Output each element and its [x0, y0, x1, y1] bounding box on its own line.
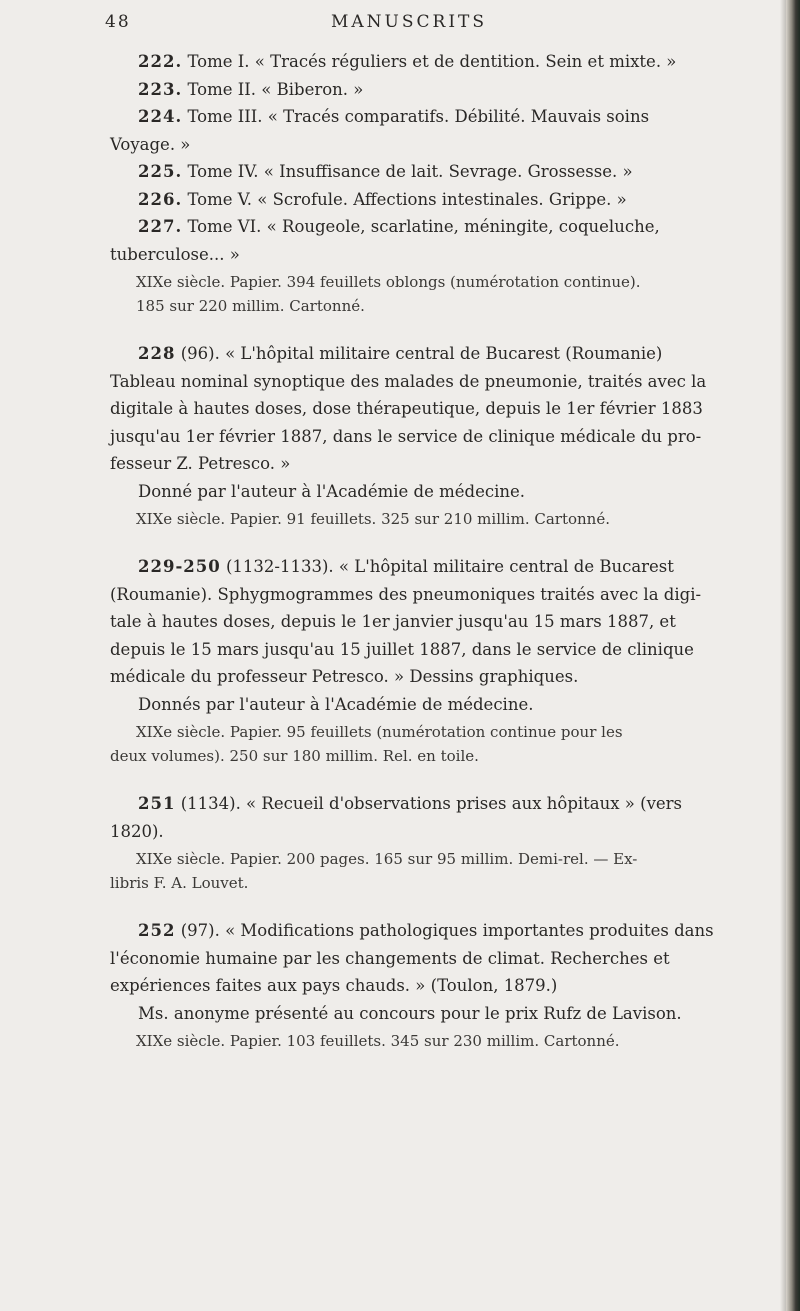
entry-251-description-cont: libris F. A. Louvet. [110, 874, 249, 892]
entry-229-line5: médicale du professeur Petresco. » Dessins graphiques. [110, 667, 579, 686]
book-spine-edge [786, 0, 800, 1311]
entry-252: 252 (97). « Modifications pathologiques importantes produites dans [138, 921, 714, 940]
entry-227: 227. Tome VI. « Rougeole, scarlatine, méningite, coqueluche, [138, 217, 660, 236]
entry-229-line4: depuis le 15 mars jusqu'au 15 juillet 1887, dans le service de clinique [110, 639, 694, 659]
entry-251-line2: 1820). [110, 821, 164, 841]
entry-225: 225. Tome IV. « Insuffisance de lait. Sevrage. Grossesse. » [138, 162, 633, 181]
entry-228-line5: fesseur Z. Petresco. » [110, 454, 291, 473]
entry-251: 251 (1134). « Recueil d'observations prises aux hôpitaux » (vers [138, 794, 683, 813]
entry-228-line3: digitale à hautes doses, dose thérapeutique, depuis le 1er février 1883 [110, 399, 703, 418]
entry-229-line3: tale à hautes doses, depuis le 1er janvier jusqu'au 15 mars 1887, et [110, 612, 676, 631]
page-number: 48 [105, 12, 131, 32]
entry-252-description: XIXe siècle. Papier. 103 feuillets. 345 sur 230 millim. Cartonné. [136, 1032, 620, 1050]
catalogue-entries [110, 48, 760, 1053]
entry-229-description-cont: deux volumes). 250 sur 180 millim. Rel. en toile. [110, 747, 479, 765]
entry-228-line4: jusqu'au 1er février 1887, dans le service de clinique médicale du pro- [110, 426, 702, 446]
entry-229-donor: Donnés par l'auteur à l'Académie de médecine. [138, 694, 534, 714]
entry-229-line2: (Roumanie). Sphygmogrammes des pneumoniques traités avec la digi- [110, 584, 702, 604]
entry-222: 222. Tome I. « Tracés réguliers et de dentition. Sein et mixte. » [138, 52, 677, 71]
entry-228-description: XIXe siècle. Papier. 91 feuillets. 325 sur 210 millim. Cartonné. [136, 510, 610, 528]
entry-222-227-description: XIXe siècle. Papier. 394 feuillets oblongs (numérotation continue). [136, 273, 641, 291]
entry-224-cont: Voyage. » [110, 134, 191, 154]
entry-252-line4: Ms. anonyme présenté au concours pour le prix Rufz de Lavison. [138, 1003, 682, 1023]
entry-227-cont: tuberculose... » [110, 244, 240, 264]
page-header [105, 8, 760, 36]
entry-252-line3: expériences faites aux pays chauds. » (Toulon, 1879.) [110, 976, 558, 995]
entry-222-227-description-cont: 185 sur 220 millim. Cartonné. [136, 297, 365, 315]
entry-251-description: XIXe siècle. Papier. 200 pages. 165 sur 95 millim. Demi-rel. — Ex- [136, 850, 638, 868]
entry-223: 223. Tome II. « Biberon. » [138, 79, 364, 99]
entry-229-250: 229-250 (1132-1133). « L'hôpital militaire central de Bucarest [138, 557, 674, 576]
entry-228-donor: Donné par l'auteur à l'Académie de médecine. [138, 481, 526, 501]
entry-228: 228 (96). « L'hôpital militaire central de Bucarest (Roumanie) [138, 344, 663, 363]
running-title: MANUSCRITS [331, 12, 488, 32]
entry-229-description: XIXe siècle. Papier. 95 feuillets (numérotation continue pour les [136, 723, 623, 741]
entry-228-line2: Tableau nominal synoptique des malades de pneumonie, traités avec la [110, 371, 707, 391]
entry-226: 226. Tome V. « Scrofule. Affections intestinales. Grippe. » [138, 189, 627, 209]
entry-224: 224. Tome III. « Tracés comparatifs. Débilité. Mauvais soins [138, 107, 650, 126]
entry-252-line2: l'économie humaine par les changements de climat. Recherches et [110, 948, 670, 968]
